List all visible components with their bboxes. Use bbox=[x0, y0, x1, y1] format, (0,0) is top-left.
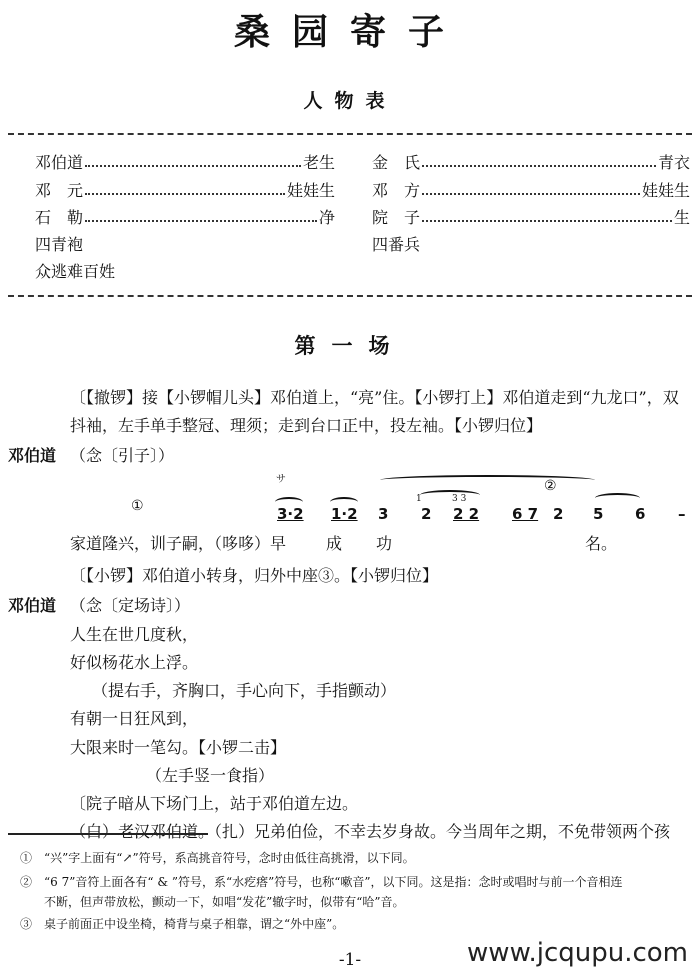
lyric: 名。 bbox=[585, 534, 618, 553]
footnote-mark: ③ bbox=[20, 917, 33, 931]
lyric: 成 bbox=[326, 534, 343, 553]
stage-direction: 〔【小锣】邓伯道小转身，归外中座③。【小锣归位】 bbox=[70, 566, 439, 585]
note: 6 7 bbox=[512, 505, 539, 523]
footnote-text: 不断，但声带放松，颤动一下，如唱“发花”辙字时，似带有“哈”音。 bbox=[44, 895, 405, 909]
cast-name: 邓 方 bbox=[372, 181, 421, 200]
note: 6 bbox=[635, 505, 646, 523]
stage-direction: 抖袖，左手单手整冠、理须；走到台口正中，投左袖。【小锣归位】 bbox=[70, 416, 543, 435]
footnote-mark: ② bbox=[544, 478, 557, 494]
cast-role: 老生 bbox=[302, 153, 335, 172]
divider bbox=[8, 295, 692, 297]
stage-direction: 〔院子暗从下场门上，站于邓伯道左边。 bbox=[70, 794, 359, 813]
note: 1·2 bbox=[331, 505, 358, 523]
note: – bbox=[678, 505, 686, 523]
cast-name: 四青袍 bbox=[35, 235, 84, 254]
speaker: 邓伯道 bbox=[8, 446, 57, 465]
cast-role: 娃娃生 bbox=[641, 181, 690, 200]
verse-line: 人生在世几度秋， bbox=[70, 625, 199, 644]
verse-line: 有朝一日狂风到， bbox=[70, 709, 199, 728]
recitation-label: （念〔引子〕） bbox=[70, 446, 175, 465]
cast-role: 娃娃生 bbox=[286, 181, 335, 200]
action-note: （提右手，齐胸口，手心向下，手指颤动） bbox=[92, 681, 397, 700]
sanban-mark: サ bbox=[276, 474, 286, 485]
footnote-mark: ① bbox=[20, 851, 33, 865]
cast-name: 众逃难百姓 bbox=[35, 262, 116, 281]
cast-item bbox=[35, 150, 335, 173]
cast-role: 青衣 bbox=[657, 153, 690, 172]
phrase-slur bbox=[420, 490, 480, 500]
cast-name: 邓 元 bbox=[35, 181, 84, 200]
dialogue: （白）老汉邓伯道。（扎）兄弟伯俭，不幸去岁身故。今当周年之期，不免带领两个孩 bbox=[70, 822, 671, 841]
grace-note: 1 bbox=[416, 494, 422, 504]
cast-item bbox=[35, 205, 335, 228]
watermark: www.jcqupu.com bbox=[467, 938, 688, 968]
cast-item bbox=[35, 178, 335, 201]
cast-name: 邓伯道 bbox=[35, 153, 84, 172]
scene-title: 第一场 bbox=[294, 333, 406, 358]
slur bbox=[595, 493, 640, 503]
stage-direction: 〔【撤锣】接【小锣帽儿头】邓伯道上，“亮”住。【小锣打上】邓伯道走到“九龙口”，双 bbox=[70, 388, 679, 407]
verse-line: 好似杨花水上浮。 bbox=[70, 653, 199, 672]
cast-name: 金 氏 bbox=[372, 153, 421, 172]
lyric: 功 bbox=[376, 534, 393, 553]
note: 3·2 bbox=[277, 505, 304, 523]
lyric: 家道隆兴，训子嗣，（哆哆）早 bbox=[70, 534, 287, 553]
document-title: 桑园寄子 bbox=[233, 11, 466, 53]
footnote-text: “6 7”音符上面各有“ & ”符号，系“水疙瘩”符号，也称“嗽音”，以下同。这是指：念时或唱时与前一个音相连 bbox=[44, 875, 623, 889]
speaker: 邓伯道 bbox=[8, 596, 57, 615]
note: 2 bbox=[421, 505, 432, 523]
cast-item bbox=[372, 178, 690, 201]
note: 2 bbox=[553, 505, 564, 523]
footnote-rule bbox=[8, 833, 208, 835]
cast-item bbox=[372, 205, 690, 228]
footnote-mark: ① bbox=[131, 498, 144, 514]
cast-name: 四番兵 bbox=[372, 235, 421, 254]
note: 3 bbox=[378, 505, 389, 523]
action-note: （左手竖一食指） bbox=[146, 766, 275, 785]
cast-name: 石 勒 bbox=[35, 208, 84, 227]
verse-line: 大限来时一笔勾。【小锣二击】 bbox=[70, 738, 287, 757]
cast-role: 生 bbox=[673, 208, 690, 227]
note: 2 2 bbox=[453, 505, 480, 523]
cast-item bbox=[372, 150, 690, 173]
phrase-slur bbox=[380, 475, 595, 485]
cast-role: 净 bbox=[318, 208, 335, 227]
footnote-text: 桌子前面正中设坐椅，椅背与桌子相靠，谓之“外中座”。 bbox=[44, 917, 345, 931]
recitation-label: （念〔定场诗〕） bbox=[70, 596, 191, 615]
footnote-mark: ② bbox=[20, 875, 33, 889]
footnote-text: “兴”字上面有“↗”符号，系高挑音符号，念时由低往高挑滑，以下同。 bbox=[44, 851, 415, 865]
divider bbox=[8, 133, 692, 135]
cast-name: 院 子 bbox=[372, 208, 421, 227]
cast-heading: 人物表 bbox=[303, 90, 397, 112]
page-number: -1- bbox=[338, 950, 362, 970]
grace-note: 3 3 bbox=[452, 494, 467, 504]
note: 5 bbox=[593, 505, 604, 523]
